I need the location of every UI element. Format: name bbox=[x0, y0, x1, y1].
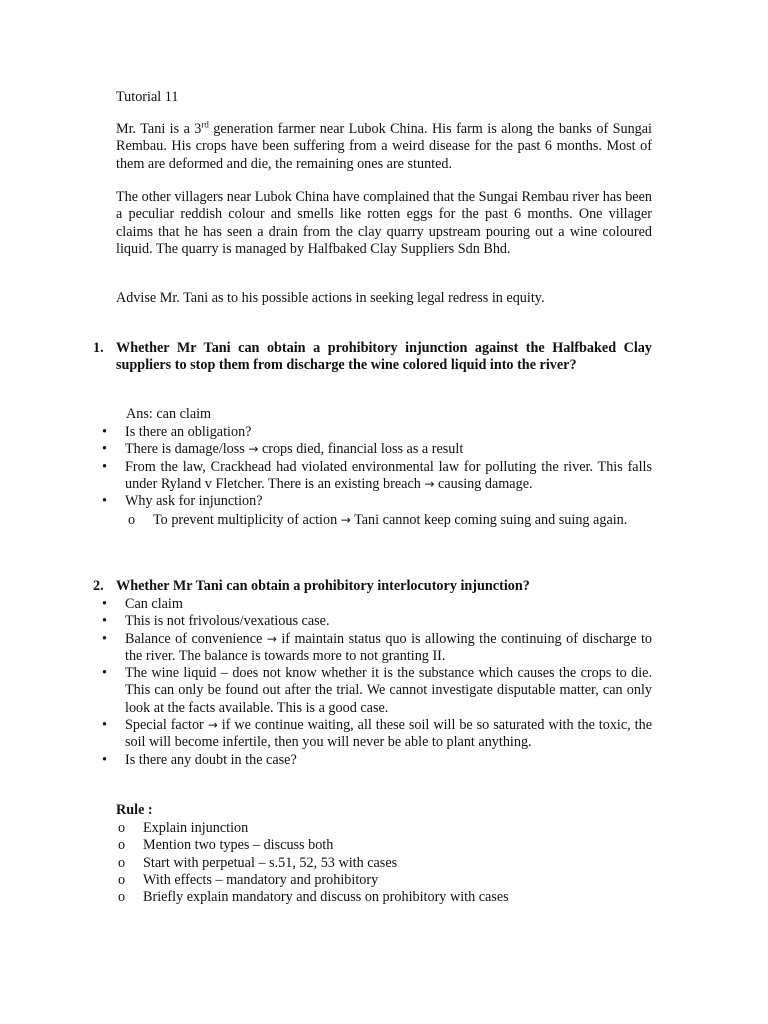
question-1-bullet-list bbox=[100, 424, 652, 510]
right-arrow-icon: → bbox=[266, 631, 277, 646]
list-item: • This is not frivolous/vexatious case. bbox=[102, 613, 330, 630]
bullet-glyph: • bbox=[102, 613, 107, 630]
bullet-glyph: • bbox=[102, 630, 107, 647]
right-arrow-icon: → bbox=[424, 476, 435, 491]
question-2-bullet-list bbox=[100, 596, 652, 769]
sub-bullet-glyph: o bbox=[128, 512, 136, 528]
intro-paragraph-3: Advise Mr. Tani as to his possible actions in seeking legal redress in equity. bbox=[116, 290, 545, 306]
right-arrow-icon: → bbox=[340, 513, 351, 527]
list-item: o Mention two types – discuss both bbox=[118, 837, 334, 854]
sub-bullet-glyph: o bbox=[118, 820, 126, 836]
sub-bullet-glyph: o bbox=[118, 854, 126, 871]
list-item: • Is there an obligation? bbox=[102, 424, 252, 440]
list-item: • Is there any doubt in the case? bbox=[102, 751, 297, 768]
question-2-number: 2. bbox=[93, 578, 104, 594]
sub-bullet-glyph: o bbox=[118, 837, 126, 854]
list-item: o With effects – mandatory and prohibitory bbox=[118, 871, 379, 888]
bullet-glyph: • bbox=[102, 441, 107, 458]
bullet-glyph: • bbox=[102, 751, 107, 768]
question-1-sub-list bbox=[126, 512, 652, 529]
bullet-glyph: • bbox=[102, 458, 107, 475]
bullet-glyph: • bbox=[102, 424, 107, 440]
list-item: • Can claim bbox=[102, 596, 183, 612]
bullet-glyph: • bbox=[102, 665, 107, 682]
rule-heading: Rule : bbox=[116, 802, 153, 818]
right-arrow-icon: → bbox=[248, 442, 259, 457]
tutorial-title: Tutorial 11 bbox=[116, 89, 179, 105]
right-arrow-icon: → bbox=[207, 718, 218, 733]
list-item: o To prevent multiplicity of action → Tani cannot keep coming suing and suing again. bbox=[128, 512, 628, 528]
bullet-glyph: • bbox=[102, 493, 107, 510]
question-2-text: Whether Mr Tani can obtain a prohibitory interlocutory injunction? bbox=[116, 578, 530, 594]
list-item: o Explain injunction bbox=[118, 820, 249, 836]
question-1-answer: Ans: can claim bbox=[126, 406, 212, 422]
list-item: • Special factor → if we continue waiting, all these soil will be so saturated with the toxic, the soil will become infertile, then you will never be able to plant anything. bbox=[102, 717, 652, 751]
question-1-text: Whether Mr Tani can obtain a prohibitory injunction against the Halfbaked Clay suppliers to stop them from discharge the wine colored liquid into the river? bbox=[116, 340, 652, 374]
question-1-number: 1. bbox=[93, 340, 104, 356]
list-item: o Start with perpetual – s.51, 52, 53 with cases bbox=[118, 854, 398, 871]
list-item: • There is damage/loss → crops died, financial loss as a result bbox=[102, 441, 464, 458]
ordinal-suffix: rd bbox=[201, 119, 209, 130]
intro-paragraph-2: The other villagers near Lubok China have complained that the Sungai Rembau river has been a peculiar reddish colour and smells like rotten eggs for the past 6 months. One villager claims that he has seen a drain from the clay quarry upstream pouring out a wine coloured liquid. The quarry is managed by Halfbaked Clay Suppliers Sdn Bhd. bbox=[116, 189, 652, 257]
bullet-glyph: • bbox=[102, 596, 107, 612]
rule-list bbox=[116, 820, 652, 906]
list-item: • Balance of convenience → if maintain status quo is allowing the continuing of discharge to the river. The balance is towards more to not granting II. bbox=[102, 630, 653, 664]
sub-bullet-glyph: o bbox=[118, 889, 126, 906]
intro-p1-text-a: Mr. Tani is a 3 bbox=[116, 121, 202, 137]
bullet-glyph: • bbox=[102, 717, 107, 734]
list-item: • Why ask for injunction? bbox=[102, 493, 263, 510]
list-item: • From the law, Crackhead had violated environmental law for polluting the river. This falls under Ryland v Fletcher. There is an existing breach → causing damage. bbox=[102, 458, 652, 492]
list-item: o Briefly explain mandatory and discuss on prohibitory with cases bbox=[118, 889, 509, 906]
sub-bullet-glyph: o bbox=[118, 871, 126, 888]
list-item: • The wine liquid – does not know whether it is the substance which causes the crops to die. This can only be found out after the trial. We cannot investigate disputable matter, can only look at the facts available. This is a good case. bbox=[102, 665, 652, 716]
intro-p1-text-b: generation farmer near Lubok China. His farm is along the banks of Sungai Rembau. His crops have been suffering from a weird disease for the past 6 months. Most of them are deformed and die, the remaining ones are stunted. bbox=[116, 121, 652, 172]
intro-paragraph-1 bbox=[116, 121, 652, 173]
